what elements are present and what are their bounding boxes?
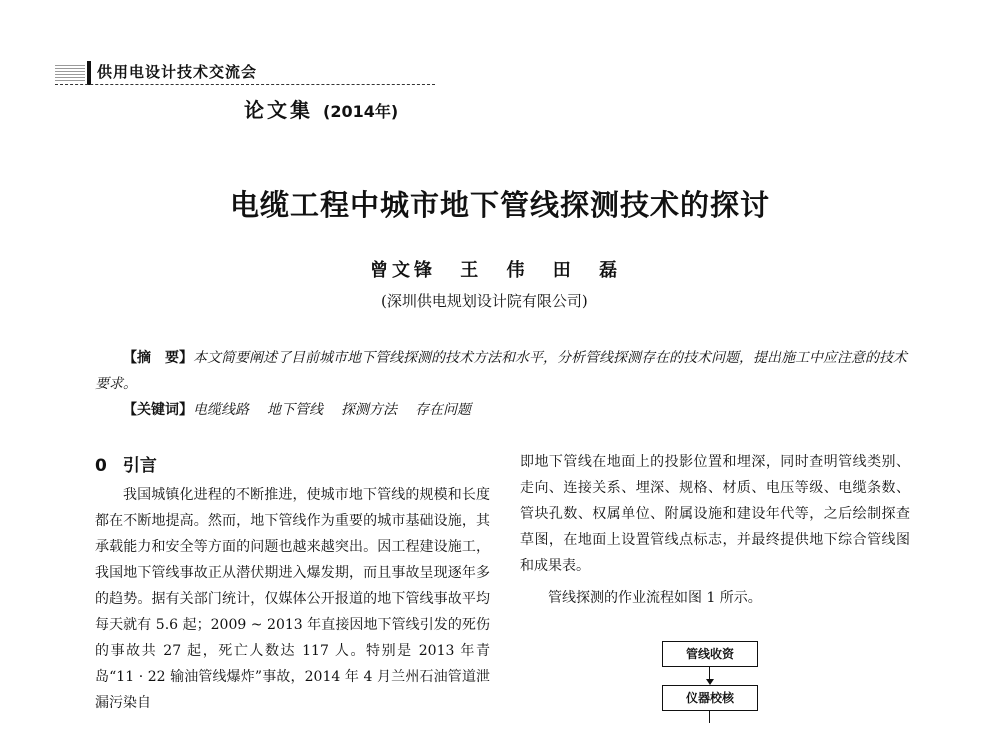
paper-affiliation: (深圳供电规划设计院有限公司) (381, 292, 588, 310)
flowchart-arrow (662, 667, 758, 685)
paper-authors: 曾文锋 王 伟 田 磊 (370, 260, 622, 281)
paper-title: 电缆工程中城市地下管线探测技术的探讨 (229, 188, 770, 222)
header-hatched-box (55, 63, 85, 81)
flowchart (662, 641, 758, 723)
left-body-text: 我国城镇化进程的不断推进，使城市地下管线的规模和长度都在不断地提高。然而，地下管线作为重要的城市基础设施，其承载能力和安全等方面的问题也越来越突出。因工程建设施工，我国地下管线事故正从潜伏期进入爆发期，而且事故呈现逐年多的趋势。据有关部门统计，仅媒体公开报道的地下管线事故平均每天就有 5.6 起；2009 ~ 2013 年直接因地下管线引发的死伤的事故共 27 起，死亡人数达 117 人。特别是 2013 年青岛“11 · 22 输油管线爆炸”事故，2014 年 4 月兰州石油管道泄漏污染自 (95, 487, 490, 711)
keyword: 地下管线 (267, 402, 323, 418)
flowchart-connector (709, 711, 710, 723)
keyword: 电缆线路 (193, 402, 249, 418)
header-vertical-bar (87, 61, 91, 85)
flowchart-step: 管线收资 (662, 641, 758, 667)
right-body-text: 即地下管线在地面上的投影位置和埋深，同时查明管线类别、走向、连接关系、埋深、规格、材质、电压等级、电缆条数、管块孔数、权属单位、附属设施和建设年代等，之后绘制探查草图，在地面上设置管线点标志，并最终提供地下综合管线图和成果表。 (520, 454, 910, 574)
right-column (520, 449, 910, 611)
keywords-paragraph (95, 397, 910, 423)
flowchart-step: 仪器校核 (662, 685, 758, 711)
header-dashed-rule (55, 84, 435, 85)
proceedings-line (244, 94, 398, 123)
left-column (95, 451, 490, 716)
abstract-block (95, 345, 910, 423)
section-number: 0 (95, 456, 107, 476)
keyword: 探测方法 (341, 402, 397, 418)
keywords-label: 【关键词】 (123, 402, 193, 418)
section-heading (95, 451, 490, 476)
abstract-text: 本文简要阐述了目前城市地下管线探测的技术方法和水平，分析管线探测存在的技术问题，提出施工中应注意的技术要求。 (95, 350, 907, 392)
flow-intro-text: 管线探测的作业流程如图 1 所示。 (548, 590, 762, 606)
section-title: 引言 (122, 456, 157, 476)
proceedings-seal: 论文集 (244, 98, 313, 122)
proceedings-year: (2014年) (323, 102, 399, 121)
abstract-label: 【摘 要】 (123, 350, 193, 366)
abstract-paragraph (95, 345, 910, 397)
keyword: 存在问题 (415, 402, 471, 418)
conference-title: 供用电设计技术交流会 (97, 63, 258, 81)
